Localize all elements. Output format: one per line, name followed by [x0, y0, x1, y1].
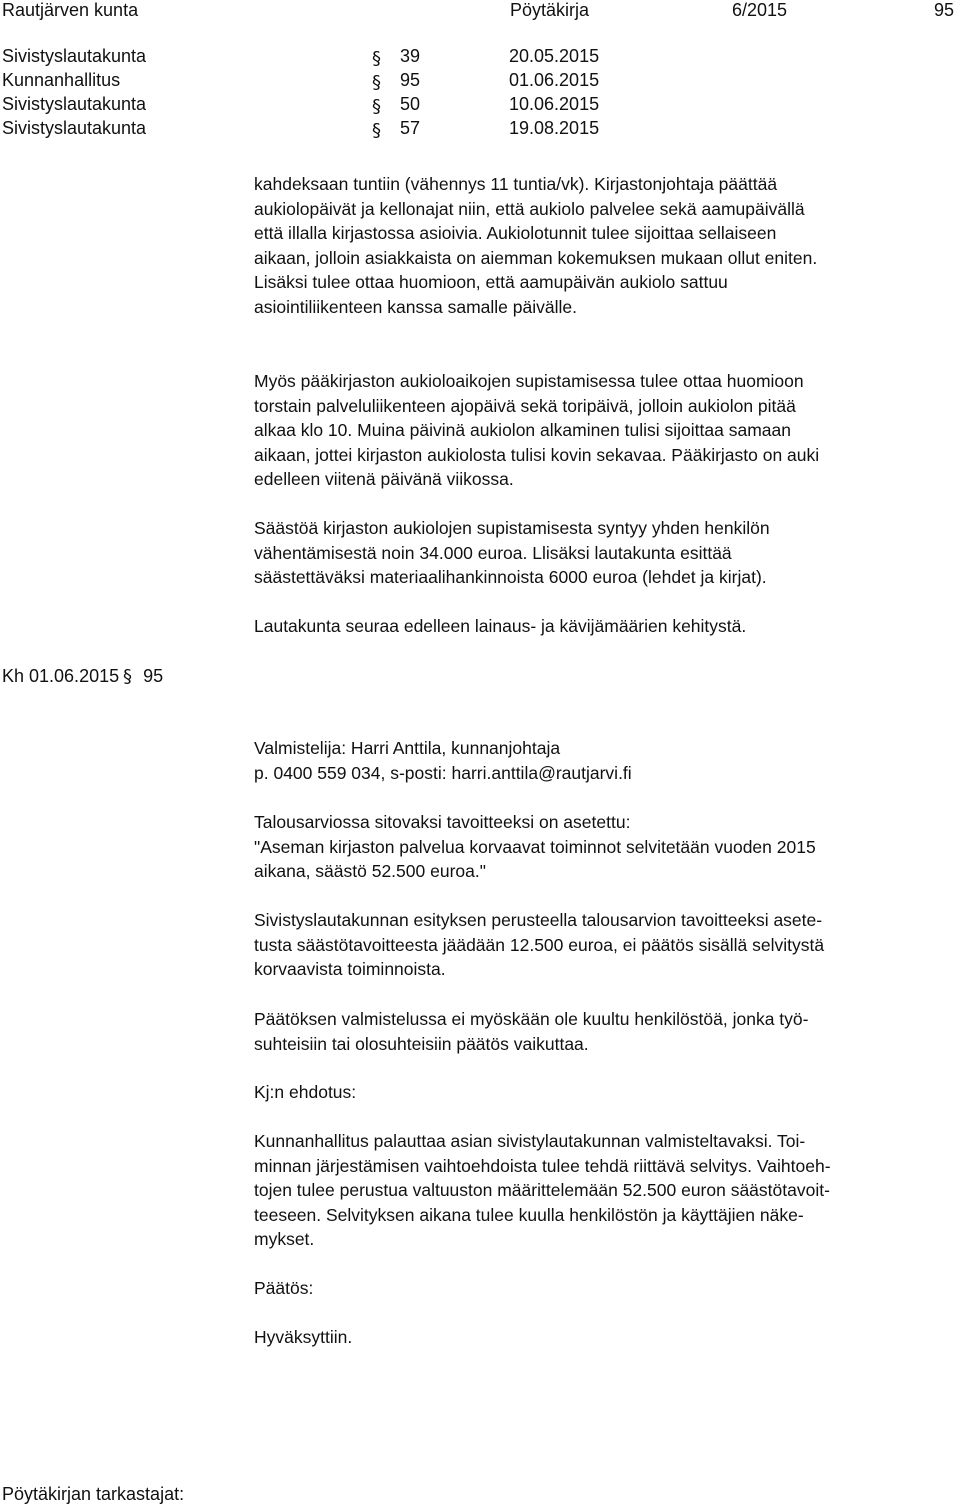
reference-date: 19.08.2015 [509, 118, 600, 138]
paragraph-preparer [254, 736, 954, 785]
svg-text:§: § [123, 666, 133, 687]
text-line: Sivistyslautakunnan esityksen perusteella talousarvion tavoitteeksi asete- [254, 910, 823, 930]
text-line: vähentämisestä noin 34.000 euroa. Llisäksi lautakunta esittää [254, 542, 732, 563]
svg-text:§: § [372, 96, 381, 117]
reference-number: 95 [400, 70, 421, 90]
text-line: Talousarviossa sitovaksi tavoitteeksi on asetettu: [254, 812, 631, 832]
section-sign-icon [123, 665, 137, 687]
text-line: Myös pääkirjaston aukioloaikojen supistamisessa tulee ottaa huomioon [254, 371, 804, 391]
paragraph-main-library [254, 369, 954, 492]
paragraph-opening-hours [254, 172, 954, 319]
reference-body: Sivistyslautakunta [2, 46, 147, 66]
paragraph-decision [254, 1325, 954, 1350]
reference-date: 10.06.2015 [509, 94, 600, 114]
paragraph-follow-up [254, 614, 954, 639]
section-sign-icon [372, 95, 386, 117]
reference-number: 50 [400, 94, 421, 114]
text-line: tojen tulee perustua valtuuston määrittelemään 52.500 euron säästötavoit- [254, 1180, 830, 1200]
text-line: p. 0400 559 034, s-posti: harri.anttila@rautjarvi.fi [254, 762, 632, 783]
text-line: aukiolopäivät ja kellonajat niin, että aukiolo palvelee sekä aamupäivällä [254, 198, 805, 219]
reference-body: Sivistyslautakunta [2, 118, 147, 138]
text-line: edelleen viitenä päivänä viikossa. [254, 469, 514, 489]
text-line: että illalla kirjastossa asioivia. Aukiolotunnit tulee sijoittaa sellaiseen [254, 223, 777, 243]
svg-text:§: § [372, 48, 381, 69]
paragraph-savings [254, 516, 954, 590]
svg-text:§: § [372, 120, 381, 141]
paragraph-proposal [254, 1129, 954, 1252]
text-line: aikana, säästö 52.500 euroa." [254, 861, 486, 881]
kh-date: Kh 01.06.2015 [2, 666, 120, 686]
reference-body: Kunnanhallitus [2, 70, 121, 90]
section-sign-icon [372, 71, 386, 93]
paragraph-budget-target [254, 810, 954, 884]
reference-date: 20.05.2015 [509, 46, 600, 66]
paragraph-shortfall [254, 908, 954, 982]
reference-number: 39 [400, 46, 421, 66]
text-line: aikaan, jottei kirjaston aukiolosta tulisi kovin sekavaa. Pääkirjasto on auki [254, 444, 820, 465]
section-sign-icon [372, 119, 386, 141]
section-sign-icon [372, 47, 386, 69]
heading-decision [254, 1276, 954, 1301]
text-line: asiointiliikenteen kanssa samalle päivälle. [254, 296, 577, 317]
header-page-number: 95 [934, 0, 955, 20]
text-line: Hyväksyttiin. [254, 1327, 353, 1347]
text-line: säästettäväksi materiaalihankinnoista 6000 euroa (lehdet ja kirjat). [254, 567, 767, 587]
text-line: teeseen. Selvityksen aikana tulee kuulla henkilöstön ja käyttäjien näke- [254, 1204, 804, 1225]
kh-number: 95 [143, 666, 164, 686]
text-line: Kunnanhallitus palauttaa asian sivistylautakunnan valmisteltavaksi. Toi- [254, 1131, 806, 1151]
heading-proposal [254, 1080, 954, 1105]
text-line: Päätöksen valmistelussa ei myöskään ole kuultu henkilöstöä, jonka työ- [254, 1009, 809, 1029]
kh-meeting-label [2, 665, 163, 687]
reference-date: 01.06.2015 [509, 70, 600, 90]
footer-reviewers-label: Pöytäkirjan tarkastajat: [2, 1484, 185, 1504]
text-line: torstain palveluliikenteen ajopäivä sekä toripäivä, jolloin aukiolon pitää [254, 395, 796, 416]
reference-number: 57 [400, 118, 421, 138]
svg-text:§: § [372, 72, 381, 93]
text-line: Säästöä kirjaston aukiolojen supistamisesta syntyy yhden henkilön [254, 518, 770, 538]
text-line: suhteisiin tai olosuhteisiin päätös vaikuttaa. [254, 1033, 589, 1054]
text-line: Lautakunta seuraa edelleen lainaus- ja kävijämäärien kehitystä. [254, 616, 747, 636]
text-line: Päätös: [254, 1278, 314, 1298]
text-line: Lisäksi tulee ottaa huomioon, että aamupäivän aukiolo sattuu [254, 272, 728, 292]
text-line: alkaa klo 10. Muina päivinä aukiolon alkaminen tulisi sijoittaa samaan [254, 420, 791, 440]
text-line: "Aseman kirjaston palvelua korvaavat toiminnot selvitetään vuoden 2015 [254, 836, 816, 857]
text-line: aikaan, jolloin asiakkaista on aiemman kokemuksen mukaan ollut eniten. [254, 247, 818, 268]
header-issue: 6/2015 [732, 0, 788, 20]
text-line: korvaavista toiminnoista. [254, 959, 446, 979]
text-line: kahdeksaan tuntiin (vähennys 11 tuntia/vk). Kirjastonjohtaja päättää [254, 174, 778, 194]
text-line: Valmistelija: Harri Anttila, kunnanjohtaja [254, 738, 561, 758]
reference-body: Sivistyslautakunta [2, 94, 147, 114]
header-municipality: Rautjärven kunta [2, 0, 139, 20]
paragraph-staff-consultation [254, 1007, 954, 1056]
text-line: minnan järjestämisen vaihtoehdoista tulee tehdä riittävä selvitys. Vaihtoeh- [254, 1155, 831, 1176]
text-line: tusta säästötavoitteesta jäädään 12.500 euroa, ei päätös sisällä selvitystä [254, 934, 825, 955]
text-line: Kj:n ehdotus: [254, 1082, 357, 1102]
header-doc-type: Pöytäkirja [510, 0, 590, 20]
text-line: mykset. [254, 1229, 315, 1249]
